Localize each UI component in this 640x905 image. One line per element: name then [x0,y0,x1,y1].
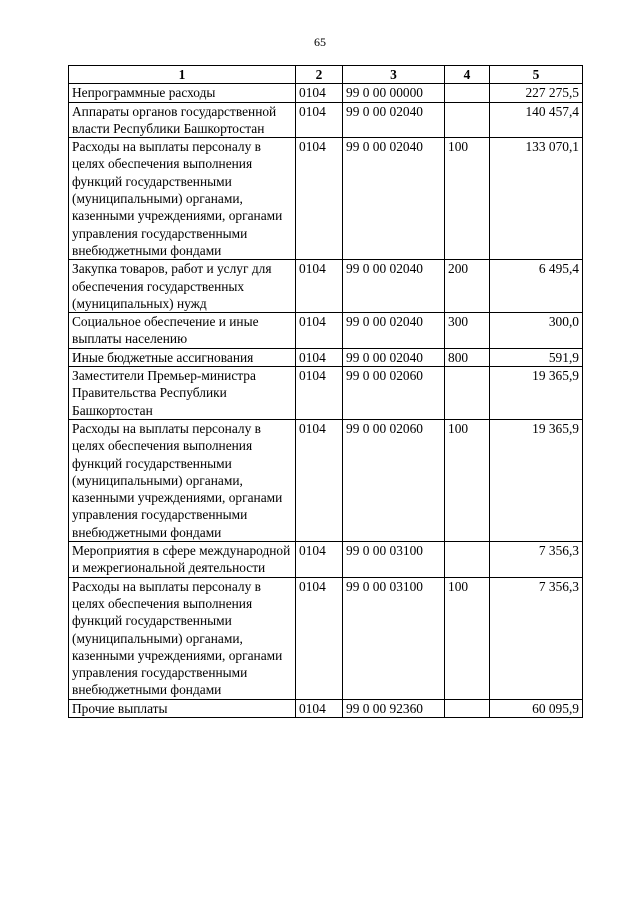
cell-section-code: 0104 [296,542,343,578]
column-header-amount: 5 [490,66,583,84]
cell-section-code: 0104 [296,313,343,349]
cell-section-code: 0104 [296,577,343,699]
cell-expense-name: Заместители Премьер-министра Правительства Республики Башкортостан [69,367,296,420]
cell-article-code: 99 0 00 02040 [343,348,445,366]
cell-expense-name: Социальное обеспечение и иные выплаты населению [69,313,296,349]
table-row [69,138,583,260]
table-body [69,84,583,718]
cell-article-code: 99 0 00 03100 [343,542,445,578]
cell-amount: 591,9 [490,348,583,366]
cell-amount: 19 365,9 [490,419,583,541]
cell-expense-name: Прочие выплаты [69,699,296,717]
cell-expense-kind [445,542,490,578]
column-header-name: 1 [69,66,296,84]
cell-amount: 133 070,1 [490,138,583,260]
column-header-article: 3 [343,66,445,84]
cell-amount: 227 275,5 [490,84,583,102]
cell-amount: 19 365,9 [490,367,583,420]
cell-expense-kind: 100 [445,419,490,541]
cell-amount: 7 356,3 [490,577,583,699]
cell-expense-name: Иные бюджетные ассигнования [69,348,296,366]
cell-expense-kind: 800 [445,348,490,366]
cell-expense-name: Закупка товаров, работ и услуг для обеспечения государственных (муниципальных) нужд [69,260,296,313]
table-row [69,348,583,366]
cell-expense-kind: 100 [445,138,490,260]
budget-table [68,65,583,718]
cell-article-code: 99 0 00 02040 [343,138,445,260]
cell-expense-kind: 100 [445,577,490,699]
cell-amount: 7 356,3 [490,542,583,578]
cell-section-code: 0104 [296,102,343,138]
cell-section-code: 0104 [296,348,343,366]
cell-article-code: 99 0 00 02060 [343,367,445,420]
cell-amount: 6 495,4 [490,260,583,313]
table-row [69,84,583,102]
cell-section-code: 0104 [296,260,343,313]
cell-article-code: 99 0 00 02040 [343,102,445,138]
cell-article-code: 99 0 00 02040 [343,260,445,313]
table-row [69,542,583,578]
cell-article-code: 99 0 00 02040 [343,313,445,349]
cell-expense-name: Аппараты органов государственной власти Республики Башкортостан [69,102,296,138]
table-row [69,102,583,138]
cell-expense-name: Мероприятия в сфере международной и межрегиональной деятельности [69,542,296,578]
cell-expense-name: Расходы на выплаты персоналу в целях обеспечения выполнения функций государственными (муниципальными) органами, казенными учреждениями, органами управления государственными внебюджетными фондами [69,138,296,260]
table-row [69,260,583,313]
cell-amount: 60 095,9 [490,699,583,717]
cell-section-code: 0104 [296,138,343,260]
column-header-section: 2 [296,66,343,84]
cell-expense-kind: 300 [445,313,490,349]
cell-section-code: 0104 [296,367,343,420]
cell-expense-kind [445,84,490,102]
cell-amount: 300,0 [490,313,583,349]
table-row [69,313,583,349]
page-number: 65 [314,35,326,49]
table-row [69,699,583,717]
cell-section-code: 0104 [296,419,343,541]
cell-article-code: 99 0 00 00000 [343,84,445,102]
cell-article-code: 99 0 00 02060 [343,419,445,541]
column-header-expense-kind: 4 [445,66,490,84]
cell-section-code: 0104 [296,84,343,102]
cell-article-code: 99 0 00 92360 [343,699,445,717]
table-row [69,367,583,420]
cell-expense-name: Расходы на выплаты персоналу в целях обеспечения выполнения функций государственными (муниципальными) органами, казенными учреждениями, органами управления государственными внебюджетными фондами [69,419,296,541]
cell-expense-kind [445,102,490,138]
table-header-row [69,66,583,84]
cell-expense-kind: 200 [445,260,490,313]
cell-expense-kind [445,699,490,717]
cell-section-code: 0104 [296,699,343,717]
cell-article-code: 99 0 00 03100 [343,577,445,699]
cell-expense-kind [445,367,490,420]
table-row [69,577,583,699]
cell-amount: 140 457,4 [490,102,583,138]
cell-expense-name: Расходы на выплаты персоналу в целях обеспечения выполнения функций государственными (муниципальными) органами, казенными учреждениями, органами управления государственными внебюджетными фондами [69,577,296,699]
cell-expense-name: Непрограммные расходы [69,84,296,102]
table-row [69,419,583,541]
